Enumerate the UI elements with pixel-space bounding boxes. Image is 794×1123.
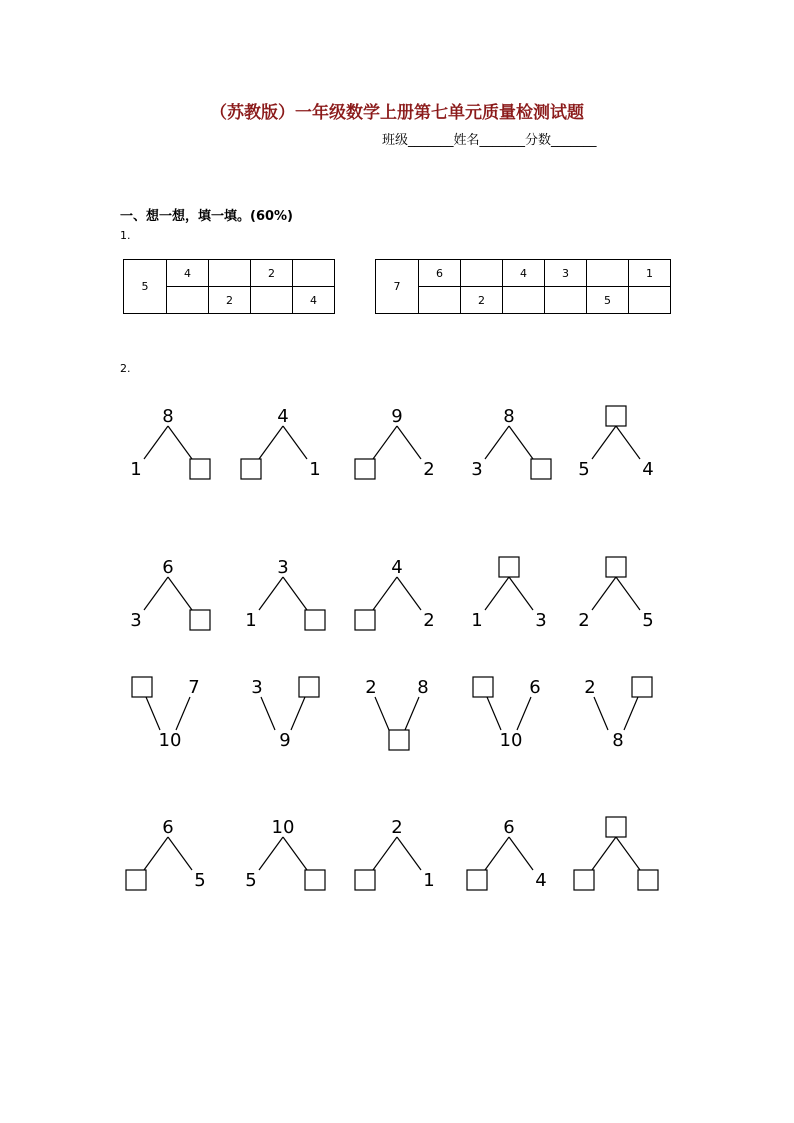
bond-number: 8	[162, 406, 174, 427]
bond-number: 2	[365, 677, 377, 698]
answer-box[interactable]	[606, 557, 626, 577]
bond-line	[168, 577, 192, 610]
bond-number: 1	[245, 610, 257, 631]
table-whole-number: 5	[124, 260, 167, 314]
bond-line	[283, 837, 307, 870]
bond-line	[405, 697, 419, 730]
bond-line	[592, 426, 616, 459]
bond-line	[397, 426, 421, 459]
section-heading: 一、想一想，填一填。(60%)	[120, 209, 293, 224]
answer-box[interactable]	[355, 459, 375, 479]
bond-number: 2	[391, 817, 403, 838]
table-cell[interactable]: 4	[503, 260, 545, 287]
bond-line	[487, 697, 501, 730]
bond-number: 10	[499, 730, 523, 751]
bond-line	[373, 837, 397, 870]
bond-number: 4	[277, 406, 289, 427]
bond-line	[624, 697, 638, 730]
bond-line	[373, 577, 397, 610]
bond-number: 6	[162, 817, 174, 838]
bond-number: 4	[535, 870, 547, 891]
bond-line	[168, 426, 192, 459]
answer-box[interactable]	[190, 610, 210, 630]
bond-line	[485, 837, 509, 870]
bond-line	[144, 426, 168, 459]
table-cell[interactable]: 2	[209, 287, 251, 314]
answer-box[interactable]	[531, 459, 551, 479]
table-cell[interactable]: 6	[419, 260, 461, 287]
answer-box[interactable]	[355, 610, 375, 630]
bond-number: 1	[423, 870, 435, 891]
answer-box[interactable]	[473, 677, 493, 697]
bond-line	[509, 426, 533, 459]
table-whole-number: 7	[376, 260, 419, 314]
bond-line	[616, 426, 640, 459]
answer-box[interactable]	[241, 459, 261, 479]
bond-number: 6	[162, 557, 174, 578]
bond-number: 2	[584, 677, 596, 698]
bond-line	[373, 426, 397, 459]
answer-box[interactable]	[190, 459, 210, 479]
bond-number: 5	[245, 870, 257, 891]
bond-number: 1	[309, 459, 321, 480]
bond-line	[168, 837, 192, 870]
bond-line	[594, 697, 608, 730]
table-cell[interactable]: 1	[629, 260, 671, 287]
bond-number: 8	[612, 730, 624, 751]
bond-number: 8	[417, 677, 429, 698]
bond-number: 1	[130, 459, 142, 480]
answer-box[interactable]	[389, 730, 409, 750]
bond-line	[485, 426, 509, 459]
table-cell[interactable]: 5	[587, 287, 629, 314]
table-cell[interactable]: 2	[461, 287, 503, 314]
bond-line	[616, 837, 640, 870]
bond-number: 3	[277, 557, 289, 578]
bond-line	[259, 577, 283, 610]
bond-line	[259, 837, 283, 870]
bond-number: 4	[391, 557, 403, 578]
bond-line	[283, 426, 307, 459]
bond-number: 2	[423, 610, 435, 631]
bond-number: 2	[423, 459, 435, 480]
bond-number: 8	[503, 406, 515, 427]
bond-number: 3	[251, 677, 263, 698]
bond-number: 9	[279, 730, 291, 751]
student-info-line: 班级_______姓名_______分数_______	[382, 133, 597, 148]
bond-number: 3	[130, 610, 142, 631]
bond-number: 9	[391, 406, 403, 427]
answer-box[interactable]	[606, 406, 626, 426]
bond-number: 5	[194, 870, 206, 891]
bond-number: 6	[529, 677, 541, 698]
page-title: （苏教版）一年级数学上册第七单元质量检测试题	[210, 103, 584, 123]
bond-number: 3	[535, 610, 547, 631]
table-cell[interactable]: 2	[251, 260, 293, 287]
answer-box[interactable]	[638, 870, 658, 890]
bond-line	[259, 426, 283, 459]
bond-number: 6	[503, 817, 515, 838]
answer-box[interactable]	[632, 677, 652, 697]
bond-number: 5	[642, 610, 654, 631]
table-cell[interactable]: 3	[545, 260, 587, 287]
table-cell[interactable]: 4	[293, 287, 335, 314]
bond-line	[616, 577, 640, 610]
bond-line	[283, 577, 307, 610]
answer-box[interactable]	[299, 677, 319, 697]
bond-line	[291, 697, 305, 730]
answer-box[interactable]	[467, 870, 487, 890]
answer-box[interactable]	[132, 677, 152, 697]
bond-line	[375, 697, 389, 730]
bond-line	[509, 837, 533, 870]
answer-box[interactable]	[126, 870, 146, 890]
answer-box[interactable]	[499, 557, 519, 577]
question-2-label: 2.	[120, 362, 131, 375]
bond-line	[592, 837, 616, 870]
bond-line	[261, 697, 275, 730]
bond-line	[509, 577, 533, 610]
bond-line	[144, 837, 168, 870]
bond-number: 10	[271, 817, 295, 838]
bond-line	[144, 577, 168, 610]
bond-line	[146, 697, 160, 730]
bond-number: 10	[158, 730, 182, 751]
answer-box[interactable]	[305, 610, 325, 630]
bond-line	[592, 577, 616, 610]
table-cell[interactable]: 4	[167, 260, 209, 287]
bond-number: 7	[188, 677, 200, 698]
answer-box[interactable]	[305, 870, 325, 890]
question-1-label: 1.	[120, 229, 131, 242]
bond-line	[176, 697, 190, 730]
bond-line	[397, 837, 421, 870]
answer-box[interactable]	[606, 817, 626, 837]
bond-line	[517, 697, 531, 730]
bond-number: 2	[578, 610, 590, 631]
bond-number: 4	[642, 459, 654, 480]
bond-line	[397, 577, 421, 610]
bond-number: 3	[471, 459, 483, 480]
bond-number: 5	[578, 459, 590, 480]
bond-line	[485, 577, 509, 610]
bond-number: 1	[471, 610, 483, 631]
answer-box[interactable]	[574, 870, 594, 890]
answer-box[interactable]	[355, 870, 375, 890]
